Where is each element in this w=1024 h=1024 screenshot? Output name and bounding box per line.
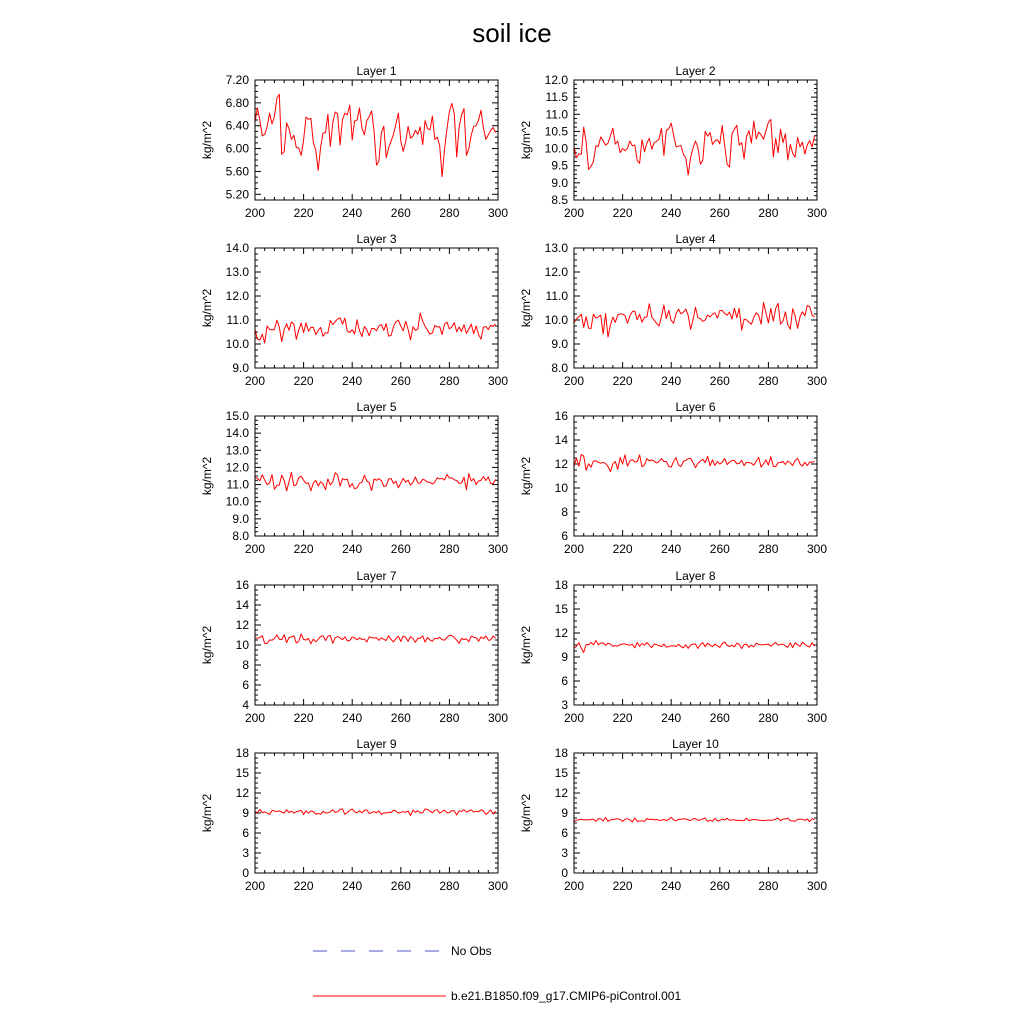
x-tick-label: 280 [439, 711, 460, 725]
x-tick-label: 200 [244, 711, 266, 725]
x-tick-label: 260 [709, 206, 730, 220]
y-axis-label: kg/m^2 [519, 288, 533, 328]
x-tick-label: 220 [612, 711, 633, 725]
series-line [255, 313, 496, 343]
y-tick-label: 4 [242, 698, 249, 712]
panel-title: Layer 6 [675, 400, 716, 414]
x-tick-label: 200 [563, 542, 585, 556]
y-tick-label: 13.0 [225, 265, 249, 279]
y-tick-label: 9.0 [232, 361, 249, 375]
x-tick-label: 300 [487, 879, 509, 893]
y-tick-label: 14.0 [225, 241, 249, 255]
y-tick-label: 6 [242, 826, 249, 840]
x-tick-label: 200 [563, 879, 585, 893]
y-tick-label: 12 [554, 457, 568, 471]
y-tick-label: 9.0 [232, 511, 249, 526]
series-line [574, 641, 815, 653]
panel-layer-8 [519, 569, 827, 725]
x-tick-label: 260 [390, 206, 411, 220]
series-line [574, 119, 815, 175]
y-tick-label: 6.80 [225, 95, 249, 110]
y-tick-label: 12.0 [544, 265, 568, 279]
series-line [255, 472, 496, 491]
y-tick-label: 11.5 [545, 90, 568, 105]
y-tick-label: 9.0 [551, 175, 568, 190]
y-tick-label: 12 [554, 786, 568, 800]
x-tick-label: 220 [293, 879, 314, 893]
y-tick-label: 14 [554, 433, 568, 447]
panel-title: Layer 1 [356, 64, 397, 78]
x-tick-label: 280 [758, 542, 779, 556]
y-tick-label: 11.0 [226, 313, 249, 327]
x-tick-label: 280 [758, 879, 779, 893]
x-tick-label: 200 [563, 711, 585, 725]
x-tick-label: 280 [439, 374, 460, 388]
y-tick-label: 3 [561, 698, 568, 712]
x-tick-label: 220 [612, 374, 633, 388]
y-tick-label: 15.0 [225, 409, 249, 423]
panel-layer-10 [519, 737, 827, 893]
x-tick-label: 280 [758, 374, 779, 388]
x-tick-label: 240 [661, 879, 682, 893]
y-tick-label: 9 [561, 650, 568, 664]
y-tick-label: 3 [242, 846, 249, 860]
legend-label-no-obs: No Obs [451, 944, 492, 958]
x-tick-label: 300 [487, 374, 509, 388]
legend-label-model: b.e21.B1850.f09_g17.CMIP6-piControl.001 [451, 989, 682, 1003]
plot-frame [574, 80, 817, 200]
x-tick-label: 220 [293, 711, 314, 725]
panel-layer-3 [200, 232, 508, 388]
panel-title: Layer 7 [356, 569, 397, 583]
y-axis-label: kg/m^2 [519, 120, 533, 160]
y-tick-label: 13.0 [225, 443, 249, 458]
y-tick-label: 7.20 [225, 73, 249, 87]
y-axis-label: kg/m^2 [519, 625, 533, 665]
x-tick-label: 200 [244, 879, 266, 893]
y-tick-label: 6.00 [225, 141, 249, 156]
x-tick-label: 260 [709, 879, 730, 893]
figure-title: soil ice [472, 18, 552, 48]
series-line [574, 817, 815, 822]
x-tick-label: 240 [342, 711, 363, 725]
x-tick-label: 300 [806, 374, 828, 388]
y-tick-label: 12.0 [225, 289, 249, 303]
y-tick-label: 6 [242, 678, 249, 692]
y-tick-label: 9 [561, 806, 568, 820]
x-tick-label: 300 [487, 206, 509, 220]
x-tick-label: 300 [806, 542, 828, 556]
plot-frame [255, 416, 498, 536]
plot-frame [255, 80, 498, 200]
panels [200, 64, 827, 893]
x-tick-label: 200 [244, 542, 266, 556]
x-tick-label: 300 [806, 879, 828, 893]
x-tick-label: 240 [661, 711, 682, 725]
x-tick-label: 260 [709, 542, 730, 556]
panel-layer-6 [519, 400, 827, 556]
y-tick-label: 12.0 [225, 460, 249, 475]
plot-frame [255, 248, 498, 368]
x-tick-label: 300 [487, 542, 509, 556]
x-tick-label: 240 [661, 542, 682, 556]
y-tick-label: 10.0 [225, 494, 249, 509]
panel-layer-4 [519, 232, 827, 388]
x-tick-label: 300 [487, 711, 509, 725]
series-line [255, 94, 496, 176]
y-tick-label: 3 [561, 846, 568, 860]
y-tick-label: 11.0 [545, 289, 568, 303]
y-tick-label: 16 [235, 578, 249, 592]
y-tick-label: 8.5 [551, 193, 568, 207]
y-axis-label: kg/m^2 [200, 793, 214, 833]
y-tick-label: 13.0 [544, 241, 568, 255]
y-tick-label: 12 [235, 618, 249, 632]
x-tick-label: 240 [342, 879, 363, 893]
x-tick-label: 260 [390, 374, 411, 388]
y-tick-label: 8.0 [232, 529, 249, 543]
x-tick-label: 220 [612, 206, 633, 220]
y-tick-label: 8 [242, 658, 249, 672]
y-tick-label: 10.0 [544, 141, 568, 156]
x-tick-label: 240 [342, 206, 363, 220]
panel-layer-7 [200, 569, 508, 725]
y-tick-label: 10 [554, 481, 568, 495]
y-tick-label: 6.40 [225, 118, 249, 133]
y-tick-label: 12 [235, 786, 249, 800]
x-tick-label: 240 [342, 542, 363, 556]
series-line [255, 809, 496, 816]
y-axis-label: kg/m^2 [519, 456, 533, 496]
y-tick-label: 9.5 [551, 158, 568, 173]
y-tick-label: 16 [554, 409, 568, 423]
x-tick-label: 280 [439, 206, 460, 220]
panel-layer-2 [519, 64, 827, 220]
x-tick-label: 280 [758, 711, 779, 725]
y-tick-label: 5.60 [225, 164, 249, 179]
y-axis-label: kg/m^2 [200, 456, 214, 496]
x-tick-label: 200 [563, 374, 585, 388]
x-tick-label: 200 [244, 374, 266, 388]
x-tick-label: 220 [293, 206, 314, 220]
series-line [574, 303, 815, 338]
x-tick-label: 260 [390, 879, 411, 893]
x-tick-label: 240 [661, 374, 682, 388]
y-tick-label: 5.20 [225, 187, 249, 202]
y-tick-label: 6 [561, 674, 568, 688]
panel-title: Layer 8 [675, 569, 716, 583]
y-tick-label: 8.0 [551, 361, 568, 375]
y-tick-label: 14.0 [225, 426, 249, 441]
y-tick-label: 9.0 [551, 337, 568, 351]
x-tick-label: 260 [390, 542, 411, 556]
y-tick-label: 10.0 [225, 337, 249, 351]
series-line [255, 634, 496, 644]
y-tick-label: 15 [554, 602, 568, 616]
y-axis-label: kg/m^2 [200, 288, 214, 328]
y-tick-label: 12.0 [544, 73, 568, 87]
y-axis-label: kg/m^2 [519, 793, 533, 833]
panel-title: Layer 9 [356, 737, 397, 751]
panel-title: Layer 5 [356, 400, 397, 414]
x-tick-label: 260 [390, 711, 411, 725]
y-tick-label: 18 [235, 746, 249, 760]
x-tick-label: 240 [342, 374, 363, 388]
y-axis-label: kg/m^2 [200, 120, 214, 160]
x-tick-label: 280 [439, 879, 460, 893]
x-tick-label: 200 [563, 206, 585, 220]
y-tick-label: 6 [561, 529, 568, 543]
y-tick-label: 18 [554, 578, 568, 592]
series-line [574, 455, 815, 472]
y-tick-label: 11.0 [226, 477, 249, 492]
y-tick-label: 10.0 [544, 313, 568, 327]
y-tick-label: 10.5 [544, 124, 568, 139]
x-tick-label: 280 [439, 542, 460, 556]
panel-title: Layer 3 [356, 232, 397, 246]
x-tick-label: 220 [293, 542, 314, 556]
panel-title: Layer 2 [675, 64, 716, 78]
y-tick-label: 15 [554, 766, 568, 780]
panel-title: Layer 10 [672, 737, 719, 751]
x-tick-label: 300 [806, 711, 828, 725]
x-tick-label: 300 [806, 206, 828, 220]
panel-layer-5 [200, 400, 508, 556]
plot-frame [574, 416, 817, 536]
y-tick-label: 11.0 [545, 107, 568, 122]
legend [313, 944, 681, 1003]
y-tick-label: 6 [561, 826, 568, 840]
panel-layer-1 [200, 64, 508, 220]
panel-title: Layer 4 [675, 232, 716, 246]
y-tick-label: 12 [554, 626, 568, 640]
plot-frame [574, 753, 817, 873]
panel-layer-9 [200, 737, 508, 893]
y-tick-label: 9 [242, 806, 249, 820]
y-axis-label: kg/m^2 [200, 625, 214, 665]
y-tick-label: 8 [561, 505, 568, 519]
x-tick-label: 260 [709, 711, 730, 725]
y-tick-label: 0 [561, 866, 568, 880]
x-tick-label: 280 [758, 206, 779, 220]
y-tick-label: 14 [235, 598, 249, 612]
plot-frame [255, 585, 498, 705]
x-tick-label: 220 [612, 542, 633, 556]
x-tick-label: 220 [612, 879, 633, 893]
y-tick-label: 10 [235, 638, 249, 652]
x-tick-label: 220 [293, 374, 314, 388]
x-tick-label: 200 [244, 206, 266, 220]
x-tick-label: 260 [709, 374, 730, 388]
y-tick-label: 18 [554, 746, 568, 760]
x-tick-label: 240 [661, 206, 682, 220]
y-tick-label: 15 [235, 766, 249, 780]
y-tick-label: 0 [242, 866, 249, 880]
